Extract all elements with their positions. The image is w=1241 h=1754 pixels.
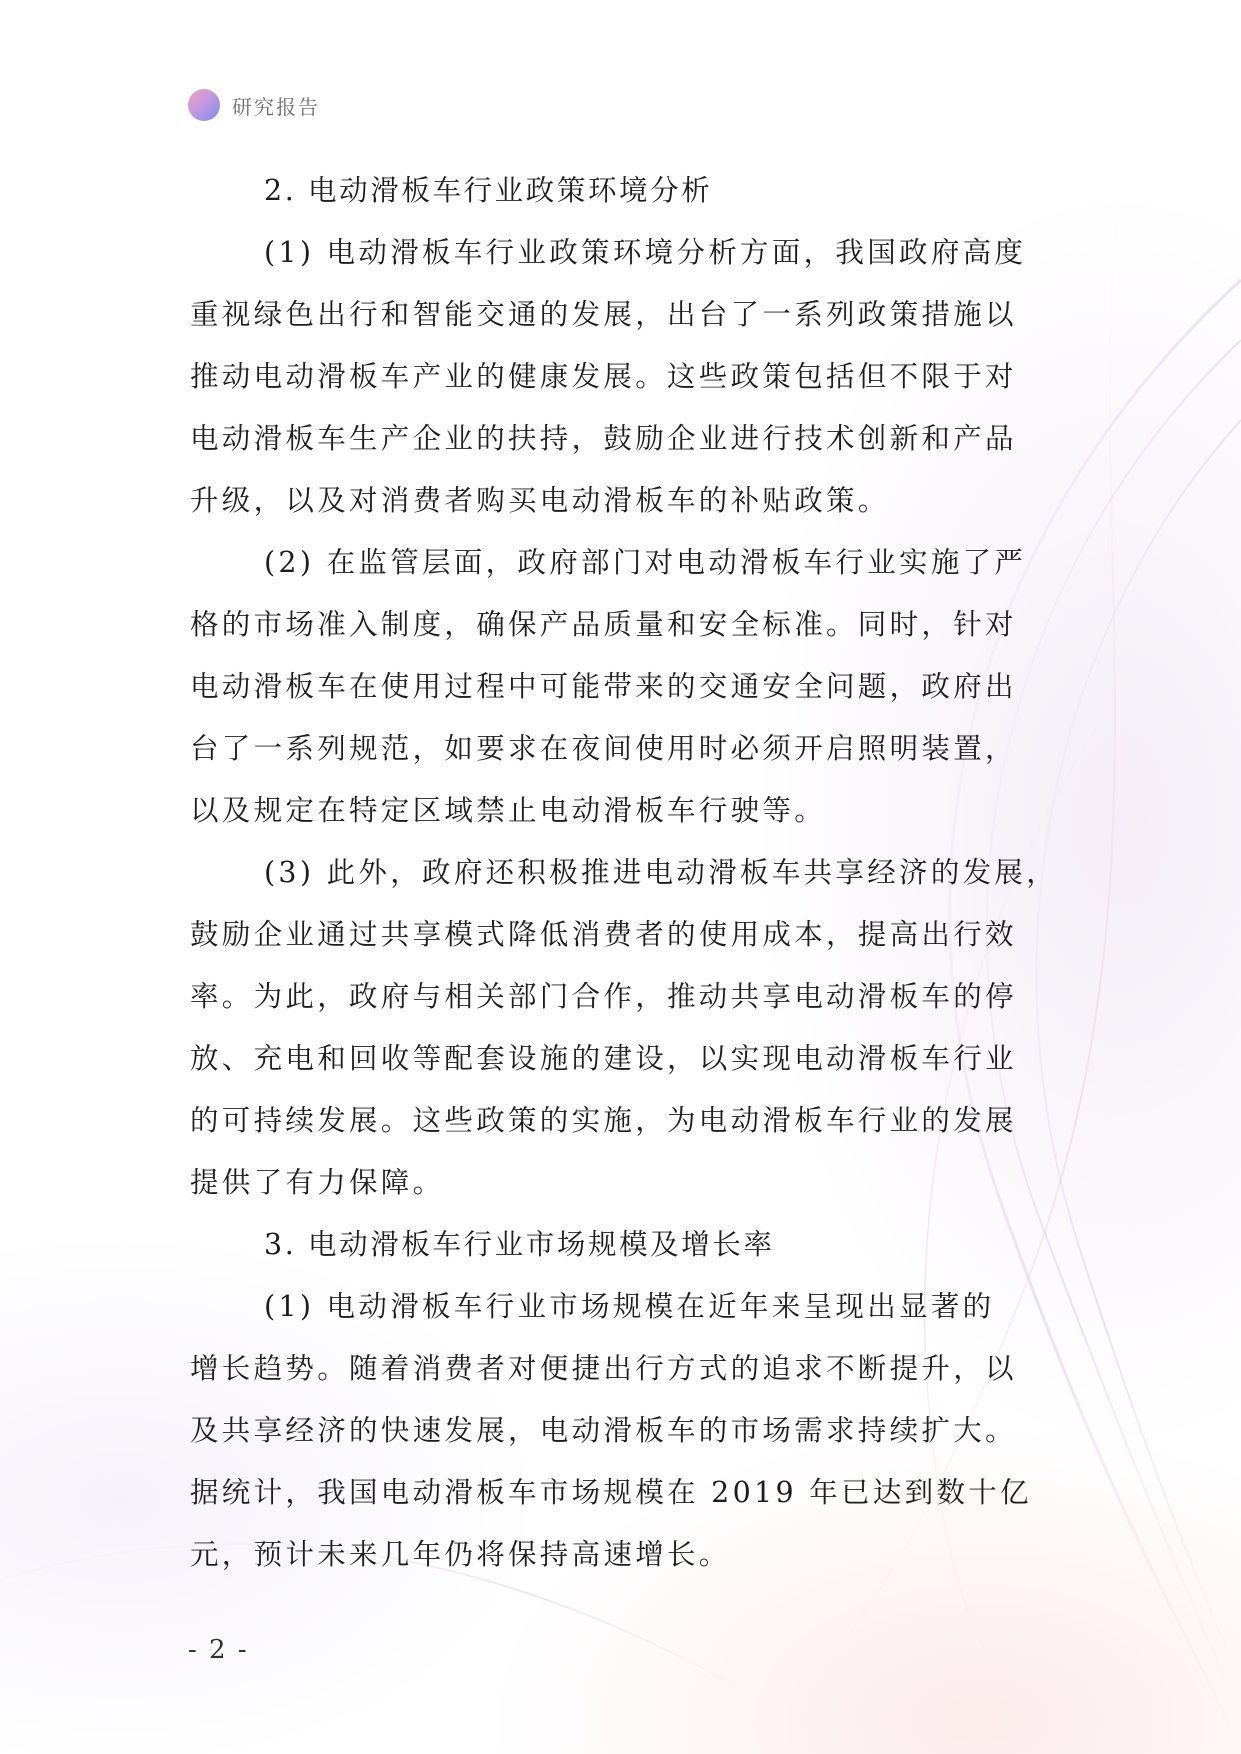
paragraph-line: 电动滑板车生产企业的扶持，鼓励企业进行技术创新和产品: [190, 422, 1017, 455]
paragraph-line: 以及规定在特定区域禁止电动滑板车行驶等。: [190, 794, 827, 827]
paragraph-line: (3) 此外，政府还积极推进电动滑板车共享经济的发展，: [264, 856, 1059, 889]
page-number: - 2 -: [188, 1635, 249, 1665]
logo-circle-icon: [188, 89, 220, 121]
paragraph-line: 据统计，我国电动滑板车市场规模在 2019 年已达到数十亿: [190, 1476, 1032, 1509]
report-header: [188, 88, 320, 122]
paragraph-line: (1) 电动滑板车行业政策环境分析方面，我国政府高度: [264, 236, 1027, 269]
paragraph-line: 推动电动滑板车产业的健康发展。这些政策包括但不限于对: [190, 360, 1017, 393]
paragraph-line: 元，预计未来几年仍将保持高速增长。: [190, 1538, 731, 1571]
paragraph-line: (2) 在监管层面，政府部门对电动滑板车行业实施了严: [264, 546, 1027, 579]
paragraph-line: 提供了有力保障。: [190, 1166, 445, 1199]
paragraph-line: 增长趋势。随着消费者对便捷出行方式的追求不断提升，以: [190, 1352, 1017, 1385]
paragraph-line: 鼓励企业通过共享模式降低消费者的使用成本，提高出行效: [190, 918, 1017, 951]
paragraph-line: 的可持续发展。这些政策的实施，为电动滑板车行业的发展: [190, 1104, 1017, 1137]
paragraph-line: 电动滑板车在使用过程中可能带来的交通安全问题，政府出: [190, 670, 1017, 703]
paragraph-line: 率。为此，政府与相关部门合作，推动共享电动滑板车的停: [190, 980, 1017, 1013]
paragraph-line: 格的市场准入制度，确保产品质量和安全标准。同时，针对: [190, 608, 1017, 641]
paragraph-line: (1) 电动滑板车行业市场规模在近年来呈现出显著的: [264, 1290, 995, 1323]
paragraph-line: 台了一系列规范，如要求在夜间使用时必须开启照明装置，: [190, 732, 1017, 765]
header-label: 研究报告: [232, 94, 320, 119]
paragraph-line: 升级，以及对消费者购买电动滑板车的补贴政策。: [190, 484, 890, 517]
paragraph-line: 及共享经济的快速发展，电动滑板车的市场需求持续扩大。: [190, 1414, 1017, 1447]
section-heading: 3. 电动滑板车行业市场规模及增长率: [264, 1228, 775, 1261]
paragraph-line: 放、充电和回收等配套设施的建设，以实现电动滑板车行业: [190, 1042, 1017, 1075]
paragraph-line: 重视绿色出行和智能交通的发展，出台了一系列政策措施以: [190, 298, 1017, 331]
section-heading: 2. 电动滑板车行业政策环境分析: [264, 174, 713, 207]
